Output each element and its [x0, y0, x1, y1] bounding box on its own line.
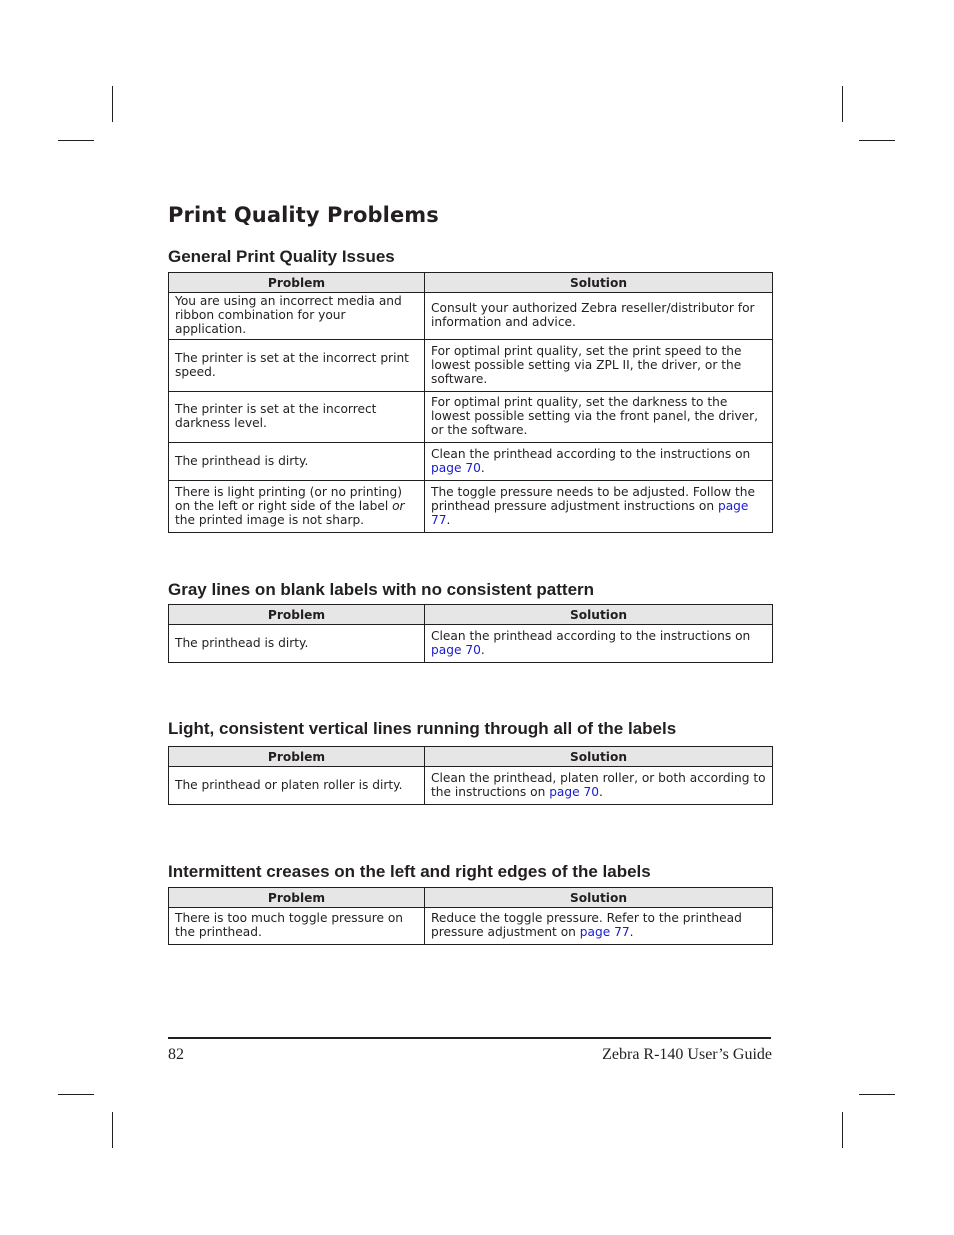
- crop-mark-top-left-vertical: [112, 86, 113, 122]
- page-70-link[interactable]: page 70: [431, 642, 481, 657]
- solution-text: Clean the printhead according to the instructions on: [431, 628, 751, 643]
- solution-text: Clean the printhead, platen roller, or both according to the instructions on: [431, 770, 766, 799]
- solution-cell: [425, 767, 773, 805]
- section-heading-general: General Print Quality Issues: [168, 247, 395, 266]
- page-number: 82: [168, 1046, 184, 1063]
- crop-mark-bottom-right-vertical: [842, 1112, 843, 1148]
- problem-cell: There is too much toggle pressure on the printhead.: [169, 908, 425, 945]
- solution-cell: Consult your authorized Zebra reseller/distributor for information and advice.: [425, 293, 773, 340]
- table-row: [169, 625, 773, 663]
- section-heading-creases: Intermittent creases on the left and right edges of the labels: [168, 862, 651, 881]
- problem-cell: The printer is set at the incorrect print speed.: [169, 340, 425, 392]
- problem-emphasis: or: [392, 498, 405, 513]
- solution-cell: [425, 443, 773, 481]
- solution-cell: [425, 908, 773, 945]
- section-heading-gray-lines: Gray lines on blank labels with no consistent pattern: [168, 580, 595, 599]
- problem-column-header: Problem: [169, 888, 425, 908]
- solution-suffix: .: [629, 925, 634, 939]
- crop-mark-top-right-vertical: [842, 86, 843, 122]
- crop-mark-bottom-left-horizontal: [58, 1094, 94, 1095]
- page-title: Print Quality Problems: [168, 203, 439, 227]
- solution-column-header: Solution: [425, 888, 773, 908]
- solution-cell: [425, 625, 773, 663]
- gray-lines-table: [168, 604, 773, 663]
- vertical-lines-table: [168, 746, 773, 805]
- page-77-link[interactable]: page 77: [579, 925, 630, 939]
- table-header-row: [169, 888, 773, 908]
- table-row: [169, 767, 773, 805]
- section-heading-vertical-lines: Light, consistent vertical lines running through all of the labels: [168, 719, 677, 738]
- problem-column-header: Problem: [169, 273, 425, 293]
- table-row: [169, 392, 773, 443]
- solution-column-header: Solution: [425, 605, 773, 625]
- page-70-link[interactable]: page 70: [549, 784, 600, 799]
- problem-column-header: Problem: [169, 747, 425, 767]
- crop-mark-bottom-left-vertical: [112, 1112, 113, 1148]
- table-row: [169, 293, 773, 340]
- crop-mark-top-left-horizontal: [58, 140, 94, 141]
- page-70-link[interactable]: page 70: [431, 460, 481, 475]
- solution-cell: [425, 481, 773, 533]
- problem-cell: You are using an incorrect media and ribbon combination for your application.: [169, 293, 425, 340]
- solution-suffix: .: [599, 784, 603, 799]
- problem-cell: The printhead is dirty.: [169, 443, 425, 481]
- solution-cell: For optimal print quality, set the darkness to the lowest possible setting via the front panel, the driver, or the software.: [425, 392, 773, 443]
- footer-rule: [168, 1037, 771, 1039]
- crop-mark-bottom-right-horizontal: [859, 1094, 895, 1095]
- solution-cell: For optimal print quality, set the print speed to the lowest possible setting via ZPL II, the driver, or the software.: [425, 340, 773, 392]
- problem-text-continued: the printed image is not sharp.: [175, 512, 365, 527]
- table-row: [169, 340, 773, 392]
- solution-column-header: Solution: [425, 273, 773, 293]
- solution-text: Reduce the toggle pressure. Refer to the printhead pressure adjustment on: [431, 911, 742, 939]
- solution-suffix: .: [480, 642, 485, 657]
- solution-column-header: Solution: [425, 747, 773, 767]
- creases-table: [168, 887, 773, 945]
- table-header-row: [169, 747, 773, 767]
- table-header-row: [169, 605, 773, 625]
- problem-column-header: Problem: [169, 605, 425, 625]
- solution-text: The toggle pressure needs to be adjusted. Follow the printhead pressure adjustment instructions on: [431, 484, 755, 513]
- guide-title: Zebra R-140 User’s Guide: [602, 1046, 772, 1063]
- table-row: [169, 443, 773, 481]
- general-issues-table: [168, 272, 773, 533]
- problem-cell: The printer is set at the incorrect darkness level.: [169, 392, 425, 443]
- solution-text: Clean the printhead according to the instructions on: [431, 446, 751, 461]
- table-row: [169, 481, 773, 533]
- problem-cell: [169, 481, 425, 533]
- page-77-link[interactable]: page 77: [431, 498, 749, 527]
- problem-text: There is light printing (or no printing) on the left or right side of the label: [175, 484, 403, 513]
- problem-cell: The printhead is dirty.: [169, 625, 425, 663]
- table-header-row: [169, 273, 773, 293]
- solution-suffix: .: [446, 512, 451, 527]
- crop-mark-top-right-horizontal: [859, 140, 895, 141]
- problem-cell: The printhead or platen roller is dirty.: [169, 767, 425, 805]
- table-row: [169, 908, 773, 945]
- solution-suffix: .: [480, 460, 485, 475]
